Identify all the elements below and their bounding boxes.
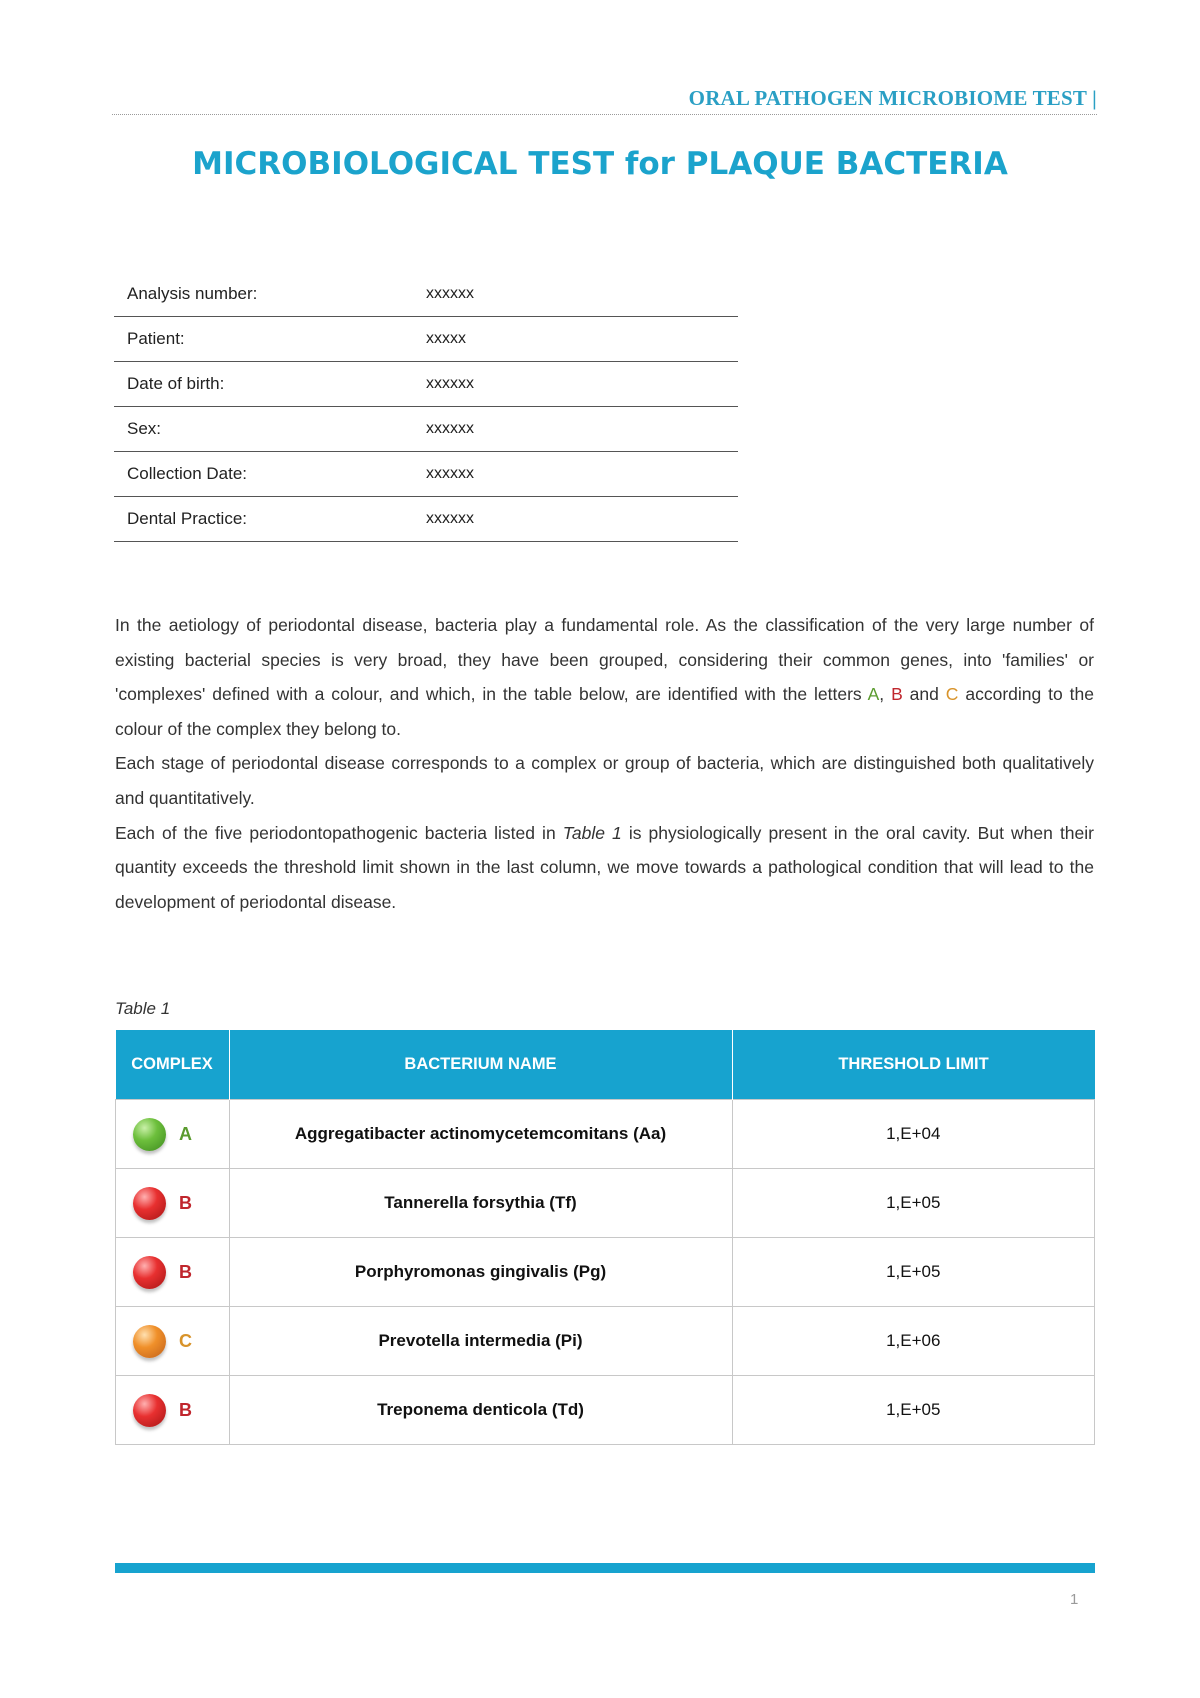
info-row <box>114 362 738 407</box>
complex-indicator-dot <box>133 1394 166 1427</box>
complex-indicator-dot <box>133 1187 166 1220</box>
bacterium-name: Aggregatibacter actinomycetemcomitans (Aa) <box>229 1100 732 1169</box>
paragraph-text: In the aetiology of periodontal disease, bacteria play a fundamental role. As the classification of the very large number of existing bacterial species is very broad, they have been grouped, considering their common genes, into 'families' or 'complexes' defined with a colour, and which, in the table below, are identified with the letters <box>115 615 1094 705</box>
complex-letter: B <box>179 1261 192 1282</box>
paragraph <box>115 816 1094 920</box>
table-row <box>116 1238 1095 1307</box>
complex-cell <box>116 1376 230 1445</box>
intro-text <box>115 608 1094 919</box>
page-header <box>112 84 1097 115</box>
paragraph-text: , <box>879 684 892 705</box>
column-header-threshold: THRESHOLD LIMIT <box>732 1030 1095 1100</box>
table-row <box>116 1376 1095 1445</box>
table-header-row <box>116 1030 1095 1100</box>
page-title: MICROBIOLOGICAL TEST for PLAQUE BACTERIA <box>192 146 1008 182</box>
table-row <box>116 1100 1095 1169</box>
complex-cell <box>116 1307 230 1376</box>
table-row <box>116 1169 1095 1238</box>
info-row <box>114 317 738 362</box>
info-value: xxxxx <box>426 330 466 347</box>
info-value: xxxxxx <box>426 465 474 482</box>
info-label: Sex: <box>127 419 162 438</box>
table-reference: Table 1 <box>562 822 622 843</box>
bacterium-name: Treponema denticola (Td) <box>229 1376 732 1445</box>
info-row <box>114 497 738 542</box>
info-value: xxxxxx <box>426 510 474 527</box>
complex-letter-b: B <box>891 684 903 705</box>
bacterium-name: Tannerella forsythia (Tf) <box>229 1169 732 1238</box>
info-row <box>114 407 738 452</box>
page-number: 1 <box>1070 1591 1079 1608</box>
threshold-limit: 1,E+06 <box>732 1307 1095 1376</box>
info-label: Date of birth: <box>127 374 225 393</box>
complex-letter: C <box>179 1330 192 1351</box>
table-caption: Table 1 <box>115 999 171 1018</box>
info-value: xxxxxx <box>426 285 474 302</box>
bacterium-name: Prevotella intermedia (Pi) <box>229 1307 732 1376</box>
info-label: Analysis number: <box>127 284 258 303</box>
info-label: Patient: <box>127 329 185 348</box>
paragraph-text: and <box>902 684 946 705</box>
complex-letter: B <box>179 1192 192 1213</box>
threshold-limit: 1,E+05 <box>732 1238 1095 1307</box>
header-text: ORAL PATHOGEN MICROBIOME TEST | <box>688 86 1097 110</box>
info-row <box>114 452 738 497</box>
patient-info-table <box>114 272 738 542</box>
column-header-complex: COMPLEX <box>116 1030 230 1100</box>
threshold-limit: 1,E+05 <box>732 1376 1095 1445</box>
info-label: Collection Date: <box>127 464 248 483</box>
complex-indicator-dot <box>133 1256 166 1289</box>
threshold-limit: 1,E+04 <box>732 1100 1095 1169</box>
complex-letter-a: A <box>867 684 880 705</box>
info-value: xxxxxx <box>426 420 474 437</box>
column-header-name: BACTERIUM NAME <box>229 1030 732 1100</box>
info-row <box>114 272 738 317</box>
threshold-limit: 1,E+05 <box>732 1169 1095 1238</box>
complex-cell <box>116 1100 230 1169</box>
complex-indicator-dot <box>133 1118 166 1151</box>
paragraph <box>115 608 1094 746</box>
info-label: Dental Practice: <box>127 509 247 528</box>
info-value: xxxxxx <box>426 375 474 392</box>
bacterium-name: Porphyromonas gingivalis (Pg) <box>229 1238 732 1307</box>
complex-letter-c: C <box>945 684 959 705</box>
bacteria-table <box>115 1030 1095 1445</box>
complex-cell <box>116 1169 230 1238</box>
complex-indicator-dot <box>133 1325 166 1358</box>
footer-bar <box>115 1563 1095 1573</box>
complex-letter: A <box>179 1123 192 1144</box>
complex-letter: B <box>179 1399 192 1420</box>
paragraph-text: Each of the five periodontopathogenic bacteria listed in <box>115 822 563 843</box>
complex-cell <box>116 1238 230 1307</box>
paragraph-text: is physiologically present in the oral cavity. But when their quantity exceeds the threshold limit shown in the last column, we move towards a pathological condition that will lead to the development of periodontal disease. <box>115 822 1094 912</box>
paragraph-text: according to the colour of the complex they belong to. <box>115 684 1094 739</box>
table-row <box>116 1307 1095 1376</box>
paragraph: Each stage of periodontal disease corresponds to a complex or group of bacteria, which are distinguished both qualitatively and quantitatively. <box>115 753 1094 808</box>
